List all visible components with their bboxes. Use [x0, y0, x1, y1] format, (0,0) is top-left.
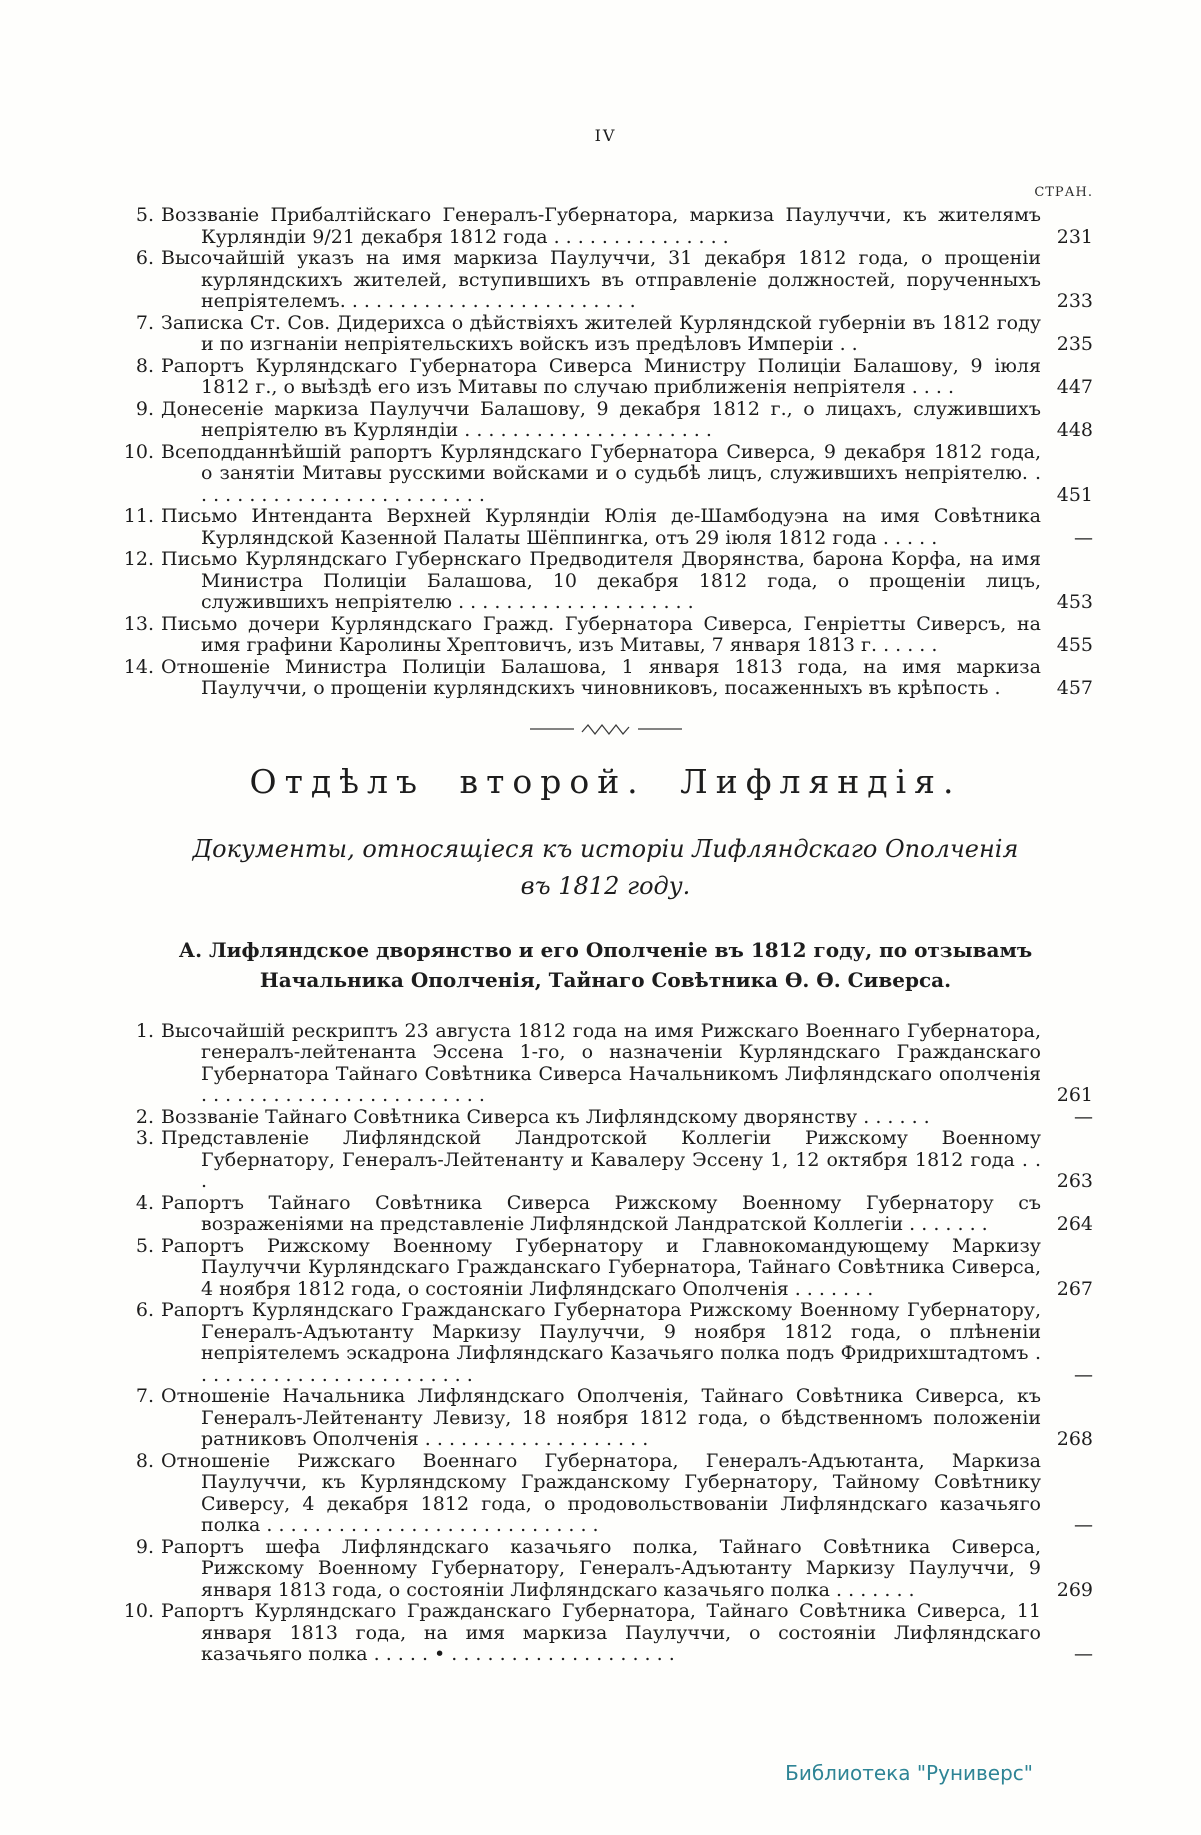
- entry-number: 1.: [135, 1019, 154, 1042]
- entry-text: Письмо Курляндскаго Губернскаго Предводителя Дворянства, барона Корфа, на имя Министра Полиціи Балашова, 10 декабря 1812 года, о прощеніи лицъ, служившихъ непріятелю . . . . . . . . . . . . . . . . . . . .: [161, 548, 1041, 613]
- entry-text: Рапортъ Рижскому Военному Губернатору и Главнокомандующему Маркизу Паулуччи Курляндскаго Гражданскаго Губернатора, Тайнаго Совѣтника Сиверса, 4 ноября 1812 года, о состояніи Лифляндскаго Ополченія . . . . . . .: [161, 1234, 1041, 1300]
- entry-number: 8.: [135, 1449, 154, 1472]
- entry-text: Рапортъ шефа Лифляндскаго казачьяго полка, Тайнаго Совѣтника Сиверса, Рижскому Военному Губернатору, Генералъ-Адъютанту Маркизу Паулуччи, 9 января 1813 года, о состояніи Лифляндскаго казачьяго полка . . . . . . .: [161, 1535, 1041, 1601]
- entry-number: 12.: [123, 548, 154, 570]
- entry-text: Высочайшій указъ на имя маркиза Паулуччи, 31 декабря 1812 года, о прощеніи курляндскихъ жителей, вступившихъ въ отправленіе должностей, порученныхъ непріятелемъ. . . . . . . . . . . . . . . . . . . . . . . . .: [161, 247, 1041, 312]
- entry-number: 13.: [123, 612, 154, 635]
- toc-section-one: [118, 205, 1093, 700]
- entry-page: 235: [1056, 333, 1093, 355]
- toc-entry: [118, 1128, 1093, 1193]
- entry-number: 10.: [123, 440, 154, 463]
- toc-entry: [118, 1236, 1093, 1301]
- toc-entry: [118, 313, 1093, 356]
- entry-number: 3.: [135, 1127, 154, 1150]
- entry-page: 448: [1056, 419, 1093, 441]
- pages-column-header: СТРАН.: [1034, 185, 1093, 200]
- entry-number: 4.: [135, 1191, 154, 1214]
- toc-entry: [118, 356, 1093, 399]
- toc-entry: [118, 399, 1093, 442]
- entry-number: 11.: [123, 505, 154, 527]
- entry-number: 10.: [123, 1600, 154, 1623]
- entry-text: Воззваніе Прибалтійскаго Генералъ-Губернатора, маркиза Паулуччи, къ жителямъ Курляндіи 9/21 декабря 1812 года . . . . . . . . . . . . . . .: [161, 204, 1041, 248]
- toc-entry: [118, 1601, 1093, 1666]
- entry-page: 264: [1056, 1213, 1093, 1236]
- page-number: IV: [594, 126, 617, 145]
- entry-number: 9.: [135, 1535, 154, 1558]
- entry-number: 14.: [123, 655, 154, 678]
- entry-text: Представленіе Лифляндской Ландротской Коллегіи Рижскому Военному Губернатору, Генералъ-Лейтенанту и Кавалеру Эссену 1, 12 октября 1812 года . . .: [161, 1127, 1041, 1193]
- entry-text: Рапортъ Тайнаго Совѣтника Сиверса Рижскому Военному Губернатору съ возраженіями на представленіе Лифляндской Ландратской Коллегіи . . . . . . .: [161, 1191, 1041, 1236]
- section-subtitle: Документы, относящіеся къ исторіи Лифляндскаго Ополченія въ 1812 году.: [192, 834, 1019, 900]
- toc-entry: [118, 1193, 1093, 1236]
- toc-entry: [118, 1300, 1093, 1386]
- section-title: Отдѣлъ второй. Лифляндія.: [249, 761, 962, 801]
- entry-page: 453: [1056, 591, 1093, 613]
- entry-text: Отношеніе Начальника Лифляндскаго Ополченія, Тайнаго Совѣтника Сиверса, къ Генералъ-Лейтенанту Левизу, 18 ноября 1812 года, о бѣдственномъ положеніи ратниковъ Ополченія . . . . . . . . . . . . . . . . . . .: [161, 1385, 1041, 1451]
- entry-number: 6.: [135, 1299, 154, 1322]
- toc-entry: [118, 248, 1093, 313]
- toc-entry: [118, 549, 1093, 614]
- entry-page: 268: [1056, 1428, 1093, 1451]
- entry-page: 231: [1056, 225, 1093, 248]
- entry-text: Рапортъ Курляндскаго Губернатора Сиверса Министру Полиціи Балашову, 9 іюля 1812 г., о выѣздѣ его изъ Митавы по случаю приближенія непріятеля . . . .: [161, 354, 1041, 398]
- toc-entry: [118, 1021, 1093, 1107]
- toc-entry: [118, 1386, 1093, 1451]
- entry-page: 267: [1056, 1277, 1093, 1300]
- toc-entry: [118, 1537, 1093, 1602]
- library-watermark: Библиотека "Руниверс": [785, 1761, 1033, 1785]
- entry-page: 447: [1056, 376, 1093, 398]
- entry-page: —: [1074, 1105, 1093, 1128]
- entry-text: Высочайшій рескриптъ 23 августа 1812 года на имя Рижскаго Военнаго Губернатора, генералъ-лейтенанта Эссена 1-го, о назначеніи Курляндскаго Гражданскаго Губернатора Тайнаго Совѣтника Сиверса Начальникомъ Лифляндскаго ополченія . . . . . . . . . . . . . . . . . . . . . . . .: [161, 1019, 1041, 1107]
- entry-number: 2.: [135, 1105, 154, 1128]
- entry-text: Рапортъ Курляндскаго Гражданскаго Губернатора Рижскому Военному Губернатору, Генералъ-Адъютанту Маркизу Паулуччи, 9 ноября 1812 года, о плѣненіи непріятелемъ эскадрона Лифляндскаго Казачьяго полка подъ Фридрихштадтомъ . . . . . . . . . . . . . . . . . . . . . . . .: [161, 1299, 1041, 1386]
- subsection-heading: А. Лифляндское дворянство и его Ополченіе въ 1812 году, по отзывамъ Начальника Ополченія, Тайнаго Совѣтника Ѳ. Ѳ. Сиверса.: [178, 937, 1033, 992]
- entry-number: 7.: [135, 311, 154, 334]
- toc-entry: [118, 442, 1093, 507]
- entry-page: 261: [1056, 1084, 1093, 1107]
- entry-page: 457: [1056, 677, 1093, 699]
- entry-text: Донесеніе маркиза Паулуччи Балашову, 9 декабря 1812 г., о лицахъ, служившихъ непріятелю въ Курляндіи . . . . . . . . . . . . . . . . . . . . .: [161, 397, 1041, 441]
- entry-text: Всеподданнѣйшій рапортъ Курляндскаго Губернатора Сиверса, 9 декабря 1812 года, о занятіи Митавы русскими войсками и о судьбѣ лицъ, служившихъ непріятелю. . . . . . . . . . . . . . . . . . . . . . . . . .: [161, 440, 1041, 506]
- entry-number: 8.: [135, 354, 154, 377]
- entry-number: 5.: [135, 1234, 154, 1257]
- squiggle-ornament-icon: [526, 720, 686, 738]
- entry-text: Письмо дочери Курляндскаго Гражд. Губернатора Сиверса, Генріетты Сиверсъ, на имя графини Каролины Хрептовичъ, изъ Митавы, 7 января 1813 г. . . . . .: [161, 612, 1041, 656]
- entry-page: 451: [1056, 483, 1093, 506]
- page-content: [118, 126, 1093, 1666]
- entry-page: —: [1074, 1643, 1093, 1666]
- entry-page: 263: [1056, 1170, 1093, 1193]
- toc-entry: [118, 1451, 1093, 1537]
- entry-page: 233: [1056, 290, 1093, 312]
- toc-entry: [118, 1107, 1093, 1129]
- entry-number: 6.: [135, 247, 154, 269]
- entry-page: 269: [1056, 1578, 1093, 1601]
- entry-page: 455: [1056, 634, 1093, 656]
- toc-section-two: [118, 1021, 1093, 1666]
- entry-page: —: [1074, 1514, 1093, 1537]
- entry-page: —: [1074, 1363, 1093, 1386]
- entry-text: Письмо Интенданта Верхней Курляндіи Юлія де-Шамбодуэна на имя Совѣтника Курляндской Казенной Палаты Шёппингка, отъ 29 іюля 1812 года . . . . .: [161, 505, 1041, 549]
- entry-text: Рапортъ Курляндскаго Гражданскаго Губернатора, Тайнаго Совѣтника Сиверса, 11 января 1813 года, на имя маркиза Паулуччи, о состояніи Лифляндскаго казачьяго полка . . . . . • . . . . . . . . . . . . . . . . . . .: [161, 1600, 1041, 1666]
- section-divider: [118, 720, 1093, 738]
- entry-number: 7.: [135, 1385, 154, 1408]
- toc-entry: [118, 657, 1093, 700]
- toc-entry: [118, 614, 1093, 657]
- entry-text: Записка Ст. Сов. Дидерихса о дѣйствіяхъ жителей Курляндской губерніи въ 1812 году и по изгнаніи непріятельскихъ войскъ изъ предѣловъ Имперіи . .: [161, 311, 1041, 355]
- entry-text: Отношеніе Министра Полиціи Балашова, 1 января 1813 года, на имя маркиза Паулуччи, о прощеніи курляндскихъ чиновниковъ, посаженныхъ въ крѣпость .: [161, 655, 1041, 699]
- entry-number: 9.: [135, 397, 154, 420]
- toc-entry: [118, 205, 1093, 248]
- entry-page: —: [1074, 526, 1093, 549]
- toc-entry: [118, 506, 1093, 549]
- entry-number: 5.: [135, 204, 154, 226]
- entry-text: Отношеніе Рижскаго Военнаго Губернатора, Генералъ-Адъютанта, Маркиза Паулуччи, къ Курляндскому Гражданскому Губернатору, Тайному Совѣтнику Сиверсу, 4 декабря 1812 года, о продовольствованіи Лифляндскаго казачьяго полка . . . . . . . . . . . . . . . . . . . . . . . . . . . .: [161, 1449, 1041, 1537]
- entry-text: Воззваніе Тайнаго Совѣтника Сиверса къ Лифляндскому дворянству . . . . . .: [161, 1105, 930, 1128]
